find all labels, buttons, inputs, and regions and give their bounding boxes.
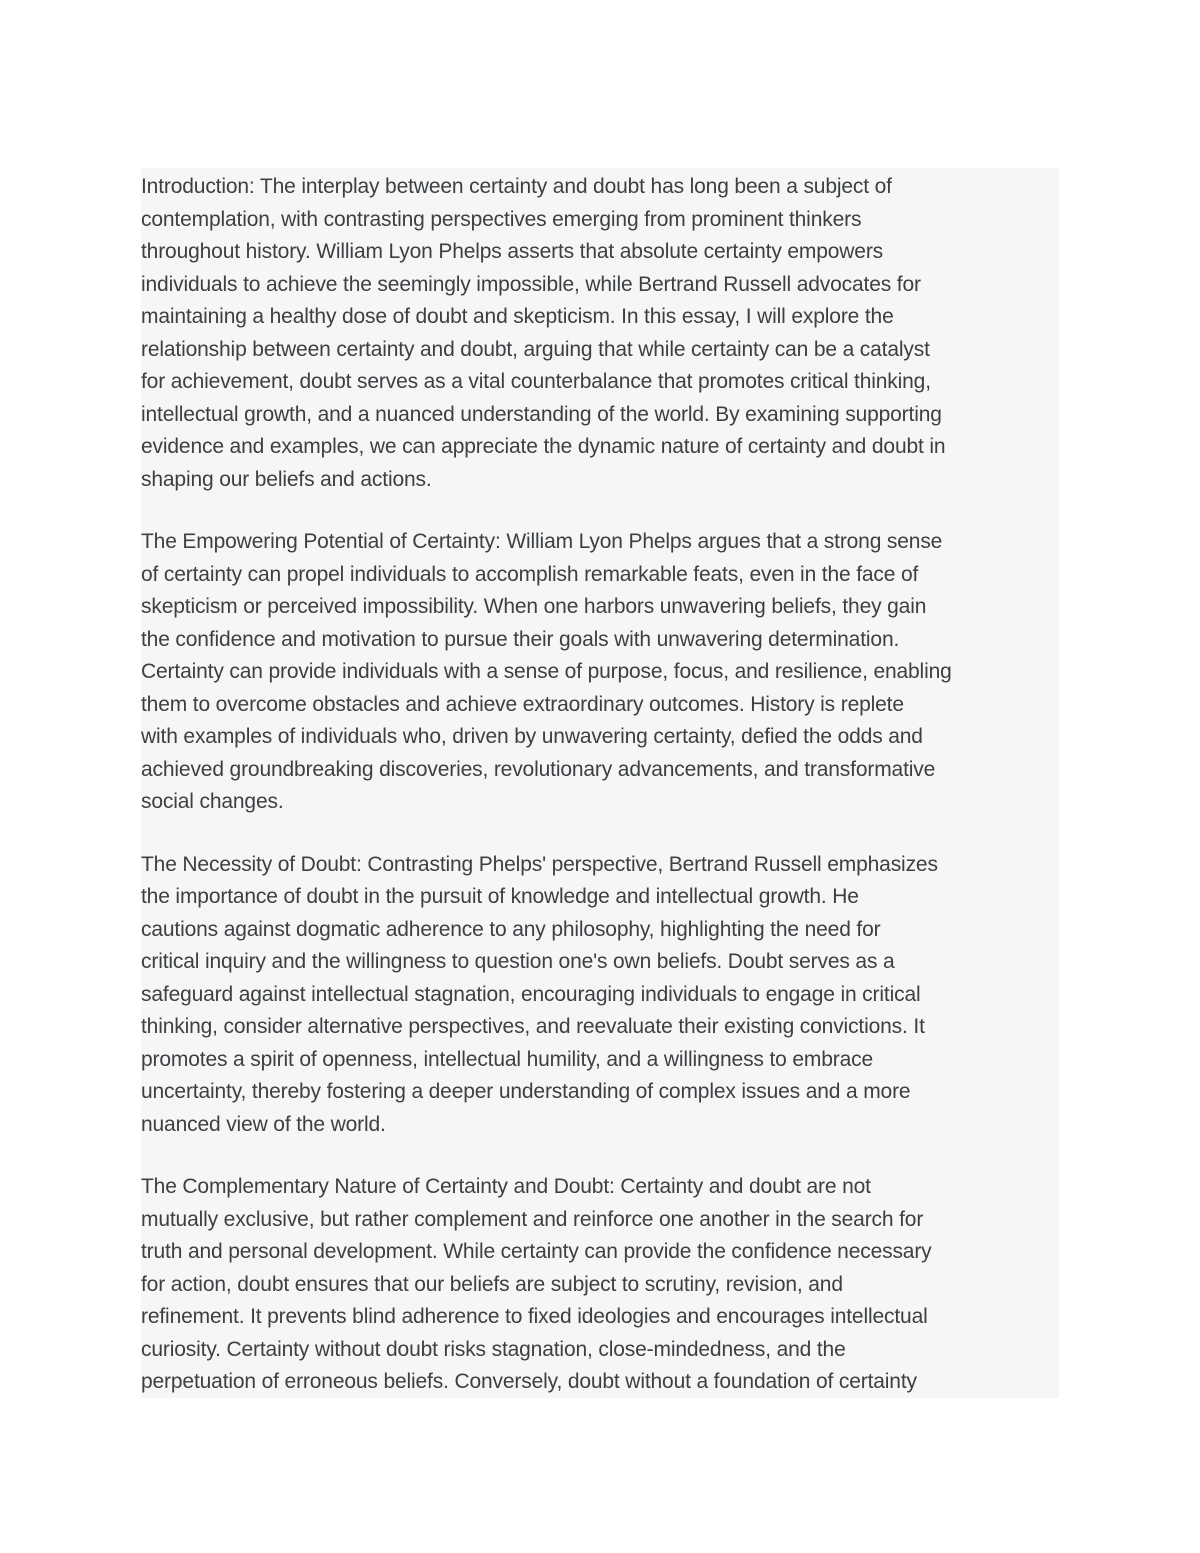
text-line: skepticism or perceived impossibility. When one harbors unwavering beliefs, they gain [141,595,927,618]
text-line: critical inquiry and the willingness to question one's own beliefs. Doubt serves as a [141,950,895,973]
text-line: the confidence and motivation to pursue their goals with unwavering determination. [141,627,900,651]
text-line: promotes a spirit of openness, intellectual humility, and a willingness to embrace [141,1047,874,1071]
text-line: with examples of individuals who, driven by unwavering certainty, defied the odds and [141,725,923,748]
paragraph-spacer [141,1141,1059,1171]
text-line: safeguard against intellectual stagnation, encouraging individuals to engage in critical [141,982,921,1006]
text-line: maintaining a healthy dose of doubt and skepticism. In this essay, I will explore the [141,305,894,328]
paragraph-spacer [141,496,1059,526]
paragraph-certainty [141,526,1059,819]
text-line: The Complementary Nature of Certainty and Doubt: Certainty and doubt are not [141,1175,871,1198]
text-line: them to overcome obstacles and achieve extraordinary outcomes. History is replete [141,692,904,716]
paragraph-introduction [141,168,1059,496]
text-line: curiosity. Certainty without doubt risks stagnation, close-mindedness, and the [141,1337,846,1361]
text-line: of certainty can propel individuals to accomplish remarkable feats, even in the face of [141,562,919,586]
text-line: contemplation, with contrasting perspectives emerging from prominent thinkers [141,207,862,231]
text-line: shaping our beliefs and actions. [141,467,432,491]
text-line: Certainty can provide individuals with a sense of purpose, focus, and resilience, enabling [141,660,952,683]
text-line: the importance of doubt in the pursuit of knowledge and intellectual growth. He [141,885,859,908]
paragraph-spacer [141,819,1059,849]
text-line: The Necessity of Doubt: Contrasting Phelps' perspective, Bertrand Russell emphasizes [141,852,938,876]
text-line: social changes. [141,790,284,813]
text-line: for action, doubt ensures that our beliefs are subject to scrutiny, revision, and [141,1272,843,1296]
text-line: perpetuation of erroneous beliefs. Conversely, doubt without a foundation of certainty [141,1370,917,1393]
text-line: Introduction: The interplay between certainty and doubt has long been a subject of [141,175,892,198]
text-line: for achievement, doubt serves as a vital counterbalance that promotes critical thinking, [141,370,931,393]
text-line: mutually exclusive, but rather complement and reinforce one another in the search for [141,1207,924,1231]
paragraph-complementary [141,1171,1059,1399]
paragraph-doubt [141,849,1059,1142]
text-line: throughout history. William Lyon Phelps asserts that absolute certainty empowers [141,240,884,263]
text-line: refinement. It prevents blind adherence to fixed ideologies and encourages intellectual [141,1305,928,1328]
text-line: truth and personal development. While certainty can provide the confidence necessary [141,1240,932,1263]
text-line: cautions against dogmatic adherence to any philosophy, highlighting the need for [141,917,881,941]
text-line: achieved groundbreaking discoveries, revolutionary advancements, and transformative [141,757,936,781]
text-line: The Empowering Potential of Certainty: William Lyon Phelps argues that a strong sense [141,530,943,553]
text-line: thinking, consider alternative perspectives, and reevaluate their existing convictions. It [141,1015,925,1038]
text-line: relationship between certainty and doubt, arguing that while certainty can be a catalyst [141,337,930,361]
text-line: individuals to achieve the seemingly impossible, while Bertrand Russell advocates for [141,272,921,296]
text-line: nuanced view of the world. [141,1112,386,1136]
text-line: uncertainty, thereby fostering a deeper understanding of complex issues and a more [141,1080,911,1103]
text-line: intellectual growth, and a nuanced understanding of the world. By examining supporting [141,402,942,426]
essay-text-block [141,168,1059,1398]
text-line: evidence and examples, we can appreciate the dynamic nature of certainty and doubt in [141,435,946,458]
